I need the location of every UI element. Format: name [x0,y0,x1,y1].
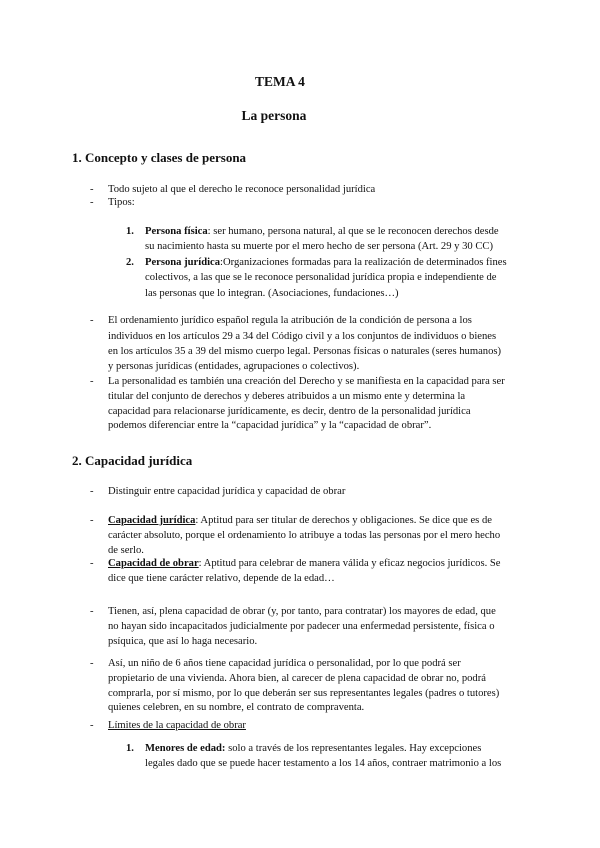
bullet-text: Distinguir entre capacidad jurídica y capacidad de obrar [108,486,346,497]
paragraph-line: quienes celebren, en su nombre, el contrato de compraventa. [108,702,365,713]
paragraph-line: carácter absoluto, porque el ordenamiento lo atribuye a todas las personas por el mero hecho [108,530,501,541]
bullet-dash: - [90,486,94,497]
topic-heading: TEMA 4 [255,74,305,89]
list-item-text: Persona física: ser humano, persona natural, al que se le reconocen derechos desde [145,226,499,237]
paragraph-line: Así, un niño de 6 años tiene capacidad jurídica o personalidad, por lo que podrá ser [108,658,461,669]
list-item-text: Persona jurídica:Organizaciones formadas para la realización de determinados fines [145,257,507,268]
list-number: 1. [126,743,134,754]
bullet-text: Todo sujeto al que el derecho le reconoce personalidad jurídica [108,184,376,195]
paragraph-line: propietario de una vivienda. Ahora bien, al carecer de plena capacidad de obrar no, podrá [108,673,486,684]
bullet-text: Límites de la capacidad de obrar [108,720,246,731]
term-bold: Menores de edad: [145,743,226,754]
paragraph-line: titular del conjunto de derechos y deberes atribuidos a un mismo ente y determina la [108,391,466,402]
bullet-dash: - [90,376,94,387]
list-item-text: legales dado que se puede hacer testamento a los 14 años, contraer matrimonio a los [145,758,502,769]
bullet-dash: - [90,558,94,569]
bullet-dash: - [90,658,94,669]
bullet-dash: - [90,197,94,208]
topic-subtitle: La persona [241,108,307,123]
term-bold: Persona jurídica [145,257,221,268]
paragraph-line: Tienen, así, plena capacidad de obrar (y, por tanto, para contratar) los mayores de edad, que [108,606,496,617]
paragraph-line: no hayan sido incapacitados judicialmente por padecer una enfermedad persistente, física o [108,621,495,632]
paragraph-line: Capacidad jurídica: Aptitud para ser titular de derechos y obligaciones. Se dice que es de [108,515,492,526]
list-number: 2. [126,257,134,268]
list-item-text: las personas que lo integran. (Asociaciones, fundaciones…) [145,288,399,299]
paragraph-line: Capacidad de obrar: Aptitud para celebrar de manera válida y eficaz negocios jurídicos. Se [108,558,501,569]
term-bold: Capacidad de obrar [108,558,199,569]
paragraph-line: capacidad para relacionarse jurídicamente, es decir, dentro de la personalidad jurídica [108,406,471,417]
bullet-dash: - [90,515,94,526]
paragraph-line: dice que tiene carácter relativo, depende de la edad… [108,573,335,584]
paragraph-line: La personalidad es también una creación del Derecho y se manifiesta en la capacidad para ser [108,376,505,387]
term-bold: Capacidad jurídica [108,515,196,526]
section-1-title: 1. Concepto y clases de persona [72,150,247,165]
paragraph-line: de serlo. [108,545,144,556]
bullet-dash: - [90,184,94,195]
bullet-dash: - [90,315,94,326]
paragraph-line: podemos diferenciar entre la “capacidad jurídica” y la “capacidad de obrar”. [108,420,432,431]
list-item-text: su nacimiento hasta su muerte por el mero hecho de ser persona (Art. 29 y 30 CC) [145,241,494,252]
bullet-dash: - [90,606,94,617]
term-bold: Persona física [145,226,208,237]
paragraph-line: individuos en los artículos 29 a 34 del Código civil y a los conjuntos de individuos o bienes [108,331,497,342]
list-item-text: Menores de edad: solo a través de los representantes legales. Hay excepciones [145,743,482,754]
paragraph-line: psíquica, que así lo haga necesario. [108,636,258,647]
section-2-title: 2. Capacidad jurídica [72,453,193,468]
paragraph-line: El ordenamiento jurídico español regula la atribución de la condición de persona a los [108,315,472,326]
paragraph-line: comprarla, por sí mismo, por lo que deberán ser sus representantes legales (padres o tutores) [108,688,500,699]
bullet-dash: - [90,720,94,731]
paragraph-line: y personas jurídicas (entidades, agrupaciones o colectivos). [108,361,360,372]
list-item-text: colectivos, a las que se le reconoce personalidad jurídica propia e independiente de [145,272,497,283]
bullet-text: Tipos: [108,197,135,208]
list-number: 1. [126,226,134,237]
paragraph-line: en los artículos 35 a 39 del mismo cuerpo legal. Personas físicas o naturales (seres humanos) [108,346,502,357]
